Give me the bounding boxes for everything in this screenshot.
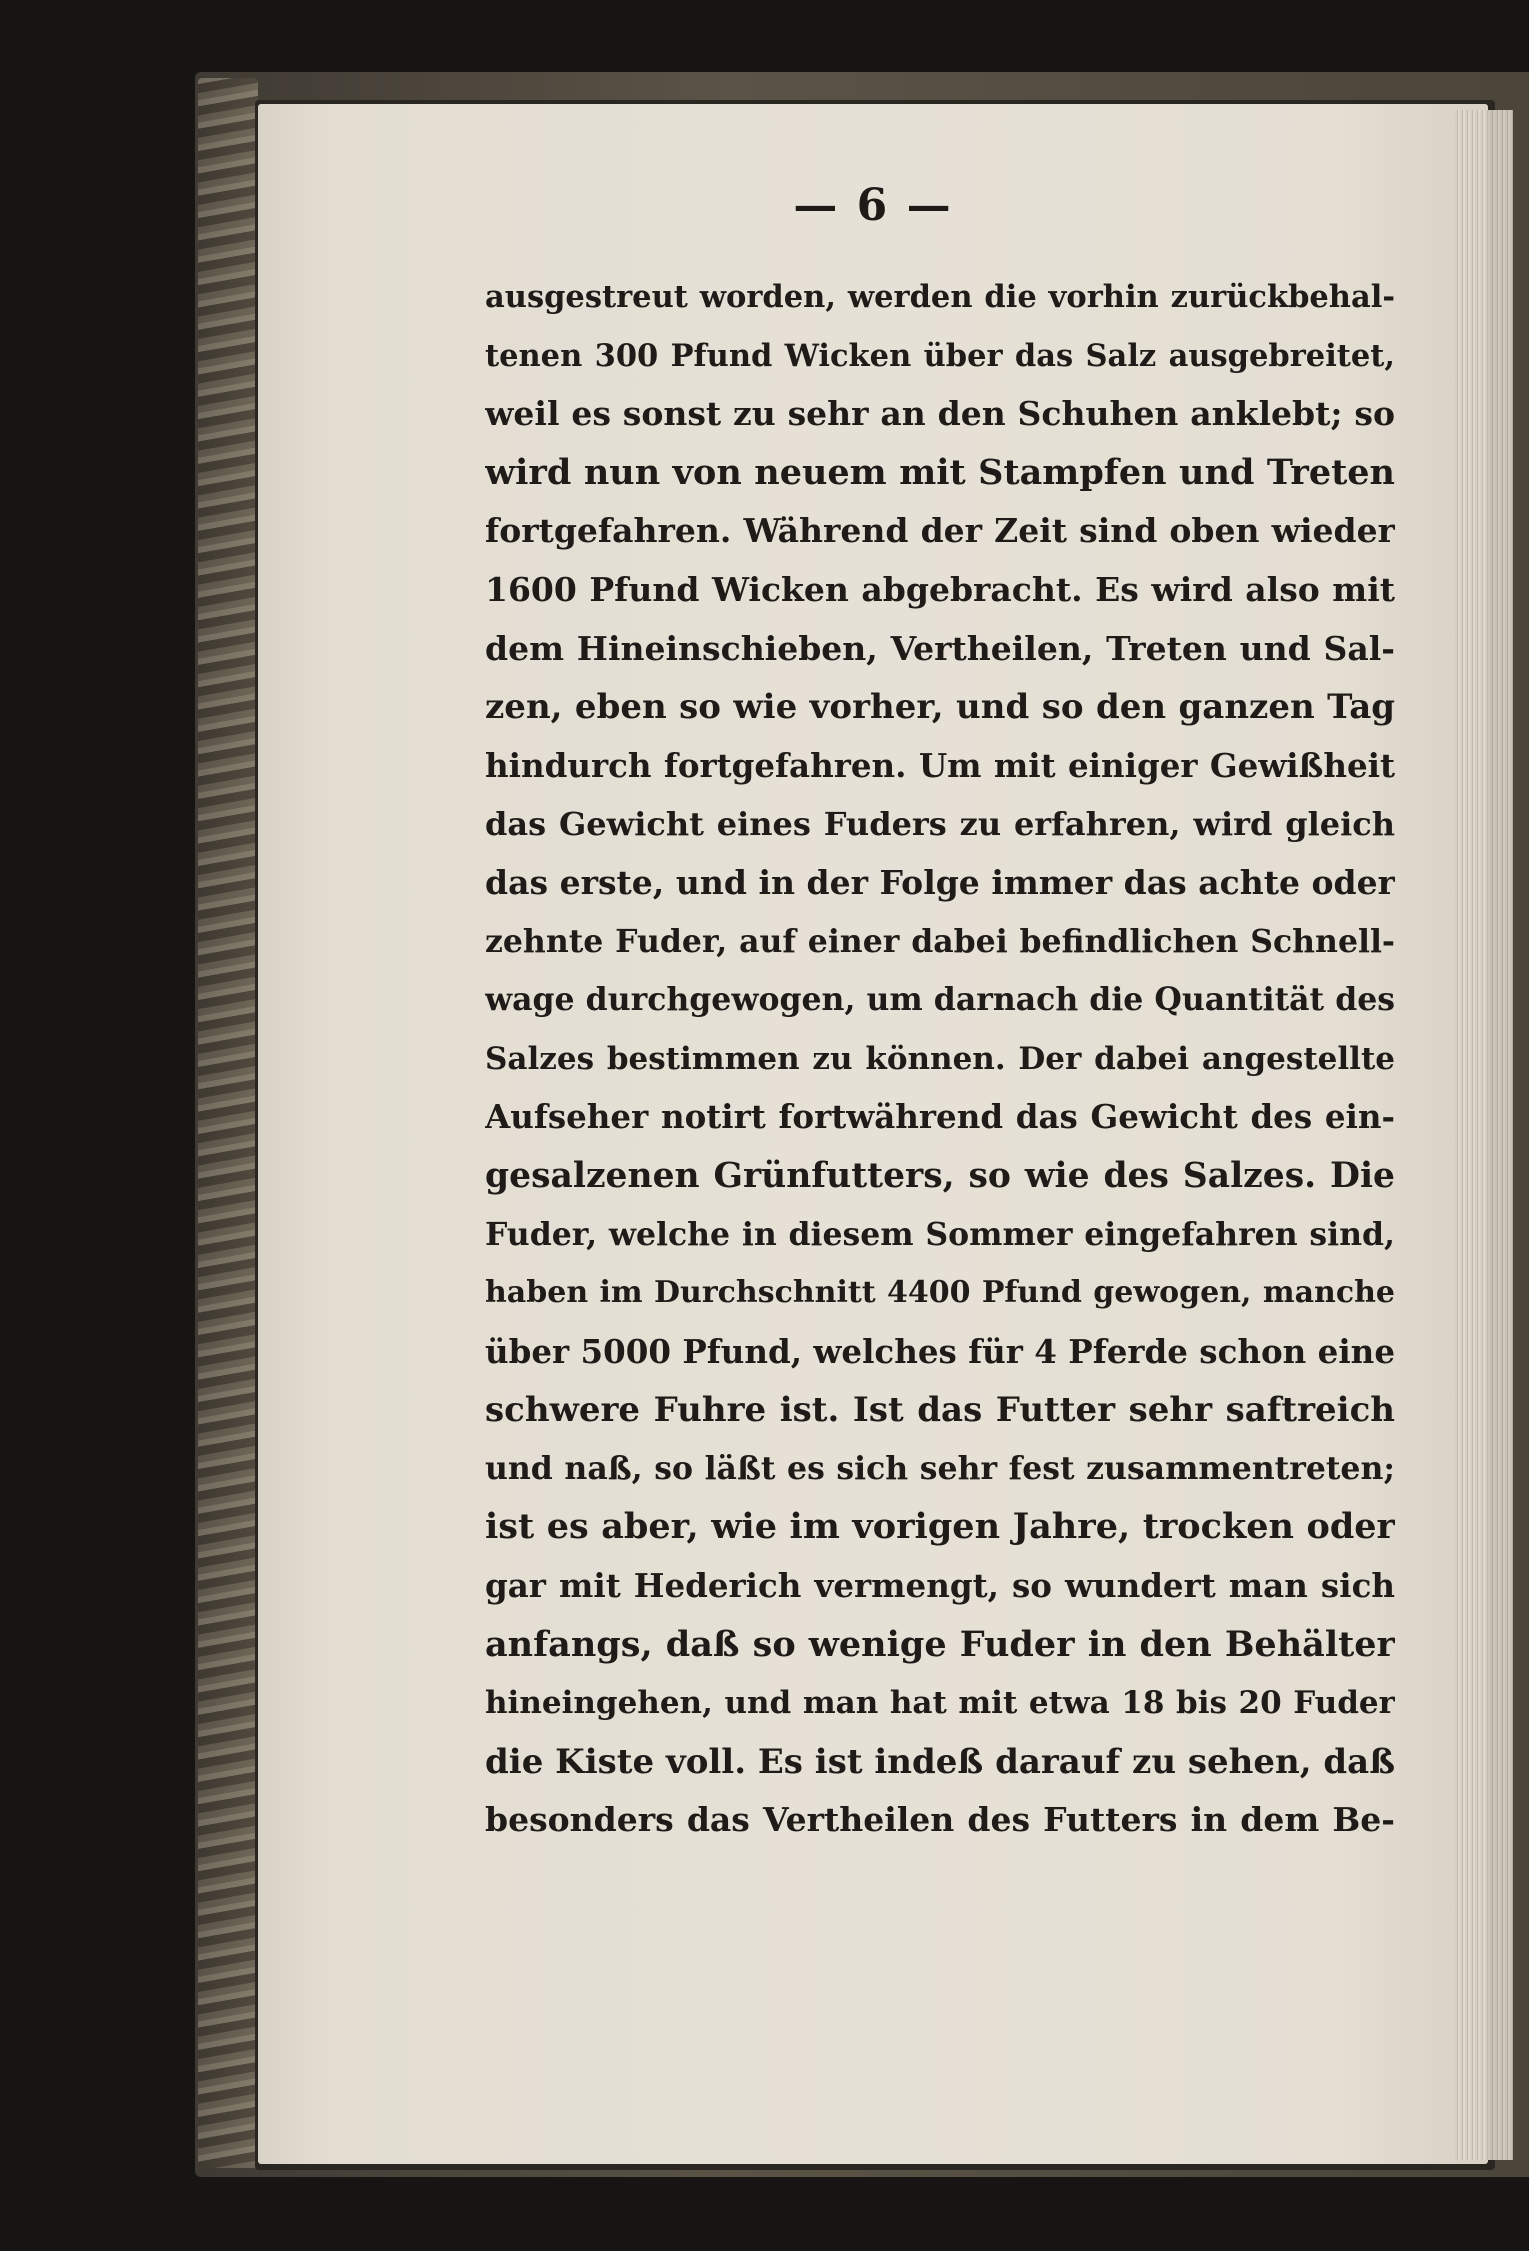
text-line: gesalzenen Grünfutters, so wie des Salzes. Die <box>485 1155 1395 1196</box>
body-text <box>485 268 1395 1850</box>
page-number-header: — 6 — <box>793 180 953 231</box>
marbled-cover-edge <box>198 78 258 2168</box>
text-line: anfangs, daß so wenige Fuder in den Behälter <box>485 1623 1395 1665</box>
text-line: die Kiste voll. Es ist indeß darauf zu sehen, daß <box>485 1741 1395 1782</box>
text-line: wird nun von neuem mit Stampfen und Treten <box>485 451 1395 493</box>
text-line: schwere Fuhre ist. Ist das Futter sehr saftreich <box>485 1390 1395 1431</box>
text-line: wage durchgewogen, um darnach die Quantität des <box>485 981 1395 1019</box>
text-line: zen, eben so wie vorher, und so den ganzen Tag <box>485 687 1395 728</box>
text-line: dem Hineinschieben, Vertheilen, Treten und Sal- <box>485 628 1395 668</box>
text-line: zehnte Fuder, auf einer dabei befindlichen Schnell- <box>485 922 1395 960</box>
text-line: tenen 300 Pfund Wicken über das Salz ausgebreitet, <box>485 337 1395 374</box>
text-line: das Gewicht eines Fuders zu erfahren, wird gleich <box>485 805 1395 844</box>
text-line: fortgefahren. Während der Zeit sind oben wieder <box>485 511 1395 551</box>
text-line: hindurch fortgefahren. Um mit einiger Gewißheit <box>485 745 1395 785</box>
text-line: über 5000 Pfund, welches für 4 Pferde schon eine <box>485 1331 1395 1371</box>
text-line: gar mit Hederich vermengt, so wundert man sich <box>485 1566 1395 1606</box>
text-line: ist es aber, wie im vorigen Jahre, trocken oder <box>485 1506 1395 1548</box>
text-line: Fuder, welche in diesem Sommer eingefahren sind, <box>485 1215 1395 1253</box>
text-line: ausgestreut worden, werden die vorhin zurückbehal- <box>485 279 1395 315</box>
text-line: und naß, so läßt es sich sehr fest zusammentreten; <box>485 1449 1395 1487</box>
text-line: hineingehen, und man hat mit etwa 18 bis 20 Fuder <box>485 1685 1395 1722</box>
text-line: Salzes bestimmen zu können. Der dabei angestellte <box>485 1040 1395 1077</box>
text-line: haben im Durchschnitt 4400 Pfund gewogen, manche <box>485 1275 1395 1311</box>
text-line: weil es sonst zu sehr an den Schuhen anklebt; so <box>485 394 1395 434</box>
text-line: Aufseher notirt fortwährend das Gewicht des ein- <box>485 1097 1395 1137</box>
text-line: besonders das Vertheilen des Futters in dem Be- <box>485 1800 1395 1840</box>
text-line: das erste, und in der Folge immer das achte oder <box>485 862 1395 902</box>
text-line: 1600 Pfund Wicken abgebracht. Es wird also mit <box>485 569 1395 609</box>
page-stack-edges <box>1455 110 1513 2160</box>
